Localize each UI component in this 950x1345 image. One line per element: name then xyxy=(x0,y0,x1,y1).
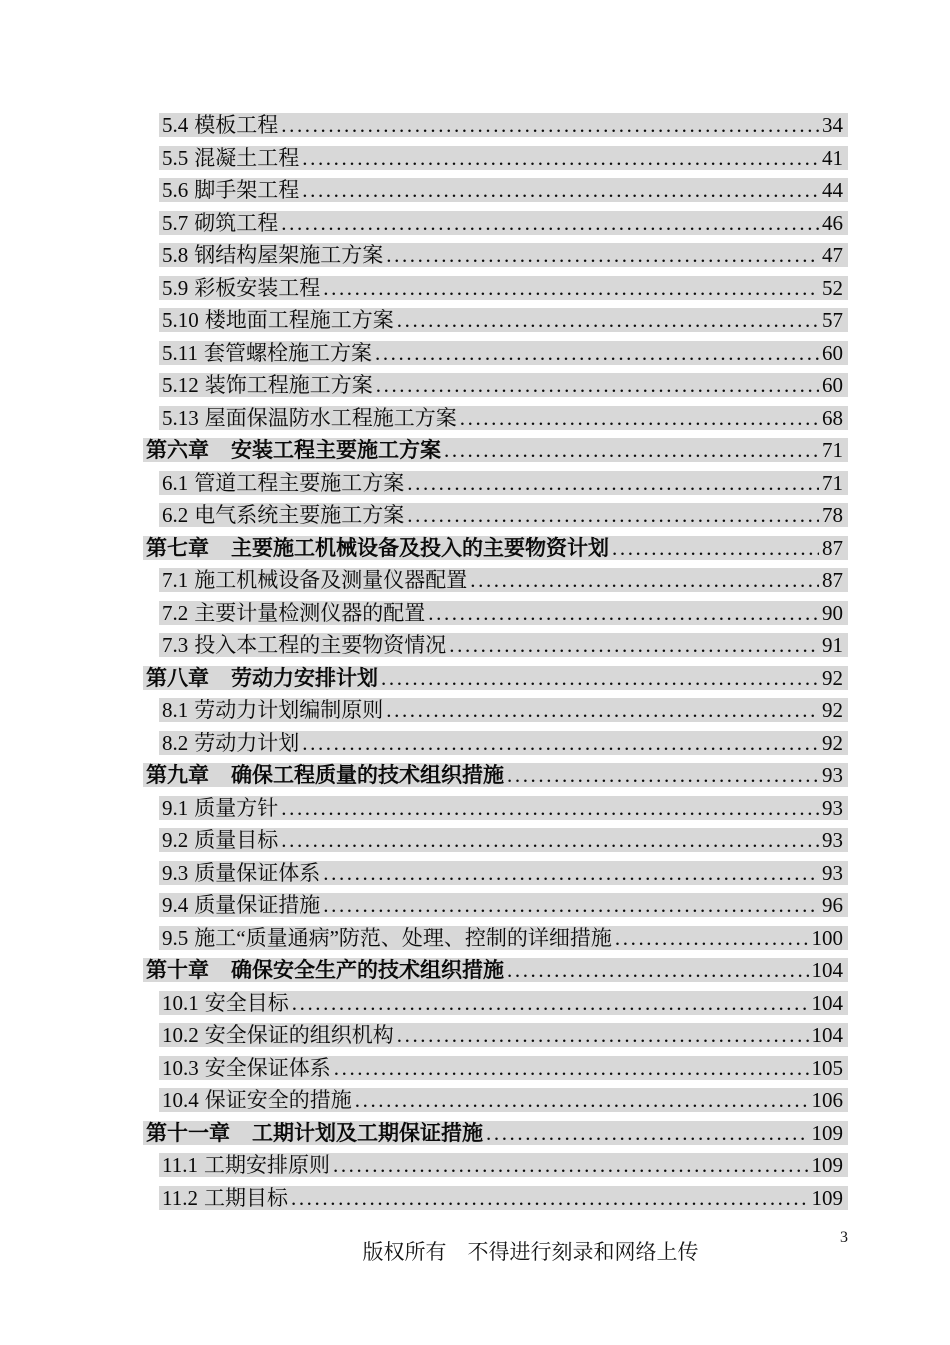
toc-entry-title: 主要计量检测仪器的配置 xyxy=(194,600,426,625)
toc-entry[interactable] xyxy=(143,536,848,560)
toc-entry-number: 10.1 xyxy=(162,990,199,1015)
toc-entry[interactable] xyxy=(143,438,848,462)
toc-entry[interactable] xyxy=(159,341,848,365)
toc-entry-number: 5.12 xyxy=(162,373,199,397)
toc-leader-dots xyxy=(381,666,819,690)
toc-entry[interactable] xyxy=(159,926,848,950)
toc-entry[interactable] xyxy=(159,503,848,527)
toc-entry-page: 46 xyxy=(822,210,843,235)
toc-entry-page: 93 xyxy=(822,828,843,852)
toc-entry-number: 11.1 xyxy=(162,1153,198,1177)
toc-entry-number: 9.3 xyxy=(162,860,189,885)
toc-entry-title: 电气系统主要施工方案 xyxy=(194,503,405,527)
toc-leader-dots xyxy=(386,243,819,267)
toc-entry-page: 41 xyxy=(822,145,843,170)
toc-entry-title: 施工机械设备及测量仪器配置 xyxy=(194,568,468,592)
toc-entry-title: 质量保证体系 xyxy=(194,860,321,885)
toc-leader-dots xyxy=(323,861,819,885)
toc-entry-title: 混凝土工程 xyxy=(194,145,300,170)
toc-entry-title: 脚手架工程 xyxy=(194,178,300,202)
toc-leader-dots xyxy=(470,568,819,592)
toc-leader-dots xyxy=(281,113,819,137)
toc-entry-number: 5.9 xyxy=(162,275,189,300)
toc-entry-page: 92 xyxy=(822,665,843,690)
toc-leader-dots xyxy=(612,536,819,560)
toc-entry-page: 105 xyxy=(811,1055,843,1080)
toc-entry-title: 主要施工机械设备及投入的主要物资计划 xyxy=(231,535,609,560)
toc-entry-page: 44 xyxy=(822,178,843,202)
toc-leader-dots xyxy=(444,438,819,462)
toc-entry-page: 93 xyxy=(822,860,843,885)
toc-entry[interactable] xyxy=(159,601,848,625)
toc-entry-title: 屋面保温防水工程施工方案 xyxy=(204,405,457,430)
toc-leader-dots xyxy=(407,503,819,527)
toc-leader-dots xyxy=(375,341,819,365)
toc-leader-dots xyxy=(323,276,819,300)
toc-entry-title: 质量方针 xyxy=(194,795,279,820)
toc-leader-dots xyxy=(355,1088,809,1112)
toc-leader-dots xyxy=(302,146,819,170)
toc-leader-dots xyxy=(428,601,819,625)
toc-leader-dots xyxy=(281,211,819,235)
toc-entry-title: 质量保证措施 xyxy=(194,893,321,917)
toc-leader-dots xyxy=(449,633,819,657)
toc-entry-title: 管道工程主要施工方案 xyxy=(194,470,405,495)
toc-entry[interactable] xyxy=(159,373,848,397)
toc-entry[interactable] xyxy=(159,406,848,430)
toc-entry-title: 安全保证的组织机构 xyxy=(204,1023,394,1047)
toc-entry-number: 第八章 xyxy=(146,665,209,690)
toc-entry-page: 34 xyxy=(822,113,843,137)
toc-entry-title: 安装工程主要施工方案 xyxy=(231,438,441,462)
toc-entry-number: 第九章 xyxy=(146,763,209,787)
toc-entry[interactable] xyxy=(159,1088,848,1112)
toc-entry-number: 5.5 xyxy=(162,145,189,170)
toc-list xyxy=(143,113,848,1218)
toc-leader-dots xyxy=(281,828,819,852)
toc-entry-title: 安全保证体系 xyxy=(204,1055,331,1080)
toc-entry-title: 钢结构屋架施工方案 xyxy=(194,243,384,267)
toc-entry-title: 劳动力安排计划 xyxy=(231,665,378,690)
toc-entry-number: 10.3 xyxy=(162,1055,199,1080)
toc-entry-page: 78 xyxy=(822,503,843,527)
toc-entry-title: 模板工程 xyxy=(194,113,279,137)
toc-entry-page: 100 xyxy=(811,925,843,950)
toc-entry[interactable] xyxy=(159,276,848,300)
toc-entry[interactable] xyxy=(143,763,848,787)
toc-leader-dots xyxy=(615,926,809,950)
toc-leader-dots xyxy=(397,1023,809,1047)
toc-entry[interactable] xyxy=(159,146,848,170)
toc-entry-page: 68 xyxy=(822,405,843,430)
toc-leader-dots xyxy=(507,763,819,787)
toc-entry-number: 第六章 xyxy=(146,438,209,462)
toc-leader-dots xyxy=(486,1121,809,1145)
toc-entry-title: 施工“质量通病”防范、处理、控制的详细措施 xyxy=(194,925,612,950)
toc-entry-page: 109 xyxy=(811,1185,843,1210)
toc-entry-page: 60 xyxy=(822,373,843,397)
toc-entry-title: 工期安排原则 xyxy=(203,1153,330,1177)
toc-entry-number: 7.1 xyxy=(162,568,189,592)
toc-entry-page: 93 xyxy=(822,795,843,820)
toc-entry[interactable] xyxy=(159,731,848,755)
toc-entry[interactable] xyxy=(159,633,848,657)
toc-entry-page: 106 xyxy=(811,1088,843,1112)
toc-entry-title: 工期计划及工期保证措施 xyxy=(252,1120,483,1145)
toc-entry-title: 安全目标 xyxy=(204,990,289,1015)
toc-leader-dots xyxy=(291,1186,809,1210)
toc-leader-dots xyxy=(333,1153,809,1177)
toc-entry-page: 47 xyxy=(822,243,843,267)
toc-entry-number: 第七章 xyxy=(146,535,209,560)
toc-leader-dots xyxy=(407,471,819,495)
toc-entry[interactable] xyxy=(159,1056,848,1080)
toc-entry-number: 9.5 xyxy=(162,925,189,950)
toc-entry-page: 104 xyxy=(811,958,843,982)
toc-entry-page: 109 xyxy=(811,1120,843,1145)
toc-entry-number: 5.11 xyxy=(162,340,198,365)
toc-entry[interactable] xyxy=(159,471,848,495)
toc-entry-number: 5.4 xyxy=(162,113,189,137)
toc-entry-number: 8.1 xyxy=(162,698,189,722)
toc-entry[interactable] xyxy=(159,991,848,1015)
toc-entry[interactable] xyxy=(143,1121,848,1145)
toc-entry-page: 87 xyxy=(822,568,843,592)
toc-entry[interactable] xyxy=(159,113,848,137)
toc-entry-number: 5.8 xyxy=(162,243,189,267)
toc-entry-page: 60 xyxy=(822,340,843,365)
toc-leader-dots xyxy=(292,991,809,1015)
toc-leader-dots xyxy=(397,308,819,332)
toc-entry-page: 109 xyxy=(811,1153,843,1177)
toc-entry[interactable] xyxy=(143,666,848,690)
toc-entry-page: 52 xyxy=(822,275,843,300)
toc-entry-page: 90 xyxy=(822,600,843,625)
toc-entry-title: 套管螺栓施工方案 xyxy=(203,340,372,365)
toc-leader-dots xyxy=(334,1056,809,1080)
toc-entry[interactable] xyxy=(159,211,848,235)
toc-entry[interactable] xyxy=(159,308,848,332)
toc-entry-number: 10.2 xyxy=(162,1023,199,1047)
toc-entry-number: 9.2 xyxy=(162,828,189,852)
toc-leader-dots xyxy=(302,178,819,202)
toc-entry[interactable] xyxy=(159,1153,848,1177)
toc-entry-title: 投入本工程的主要物资情况 xyxy=(194,633,447,657)
toc-entry-title: 保证安全的措施 xyxy=(204,1088,352,1112)
toc-entry-number: 6.1 xyxy=(162,470,189,495)
toc-entry-page: 57 xyxy=(822,308,843,332)
toc-entry-title: 劳动力计划 xyxy=(194,730,300,755)
toc-entry[interactable] xyxy=(159,243,848,267)
toc-entry-number: 5.10 xyxy=(162,308,199,332)
toc-entry-number: 9.1 xyxy=(162,795,189,820)
toc-entry-page: 93 xyxy=(822,763,843,787)
toc-entry[interactable] xyxy=(159,178,848,202)
toc-entry-page: 71 xyxy=(822,438,843,462)
toc-entry-title: 工期目标 xyxy=(203,1185,288,1210)
toc-leader-dots xyxy=(460,406,819,430)
toc-entry-number: 9.4 xyxy=(162,893,189,917)
toc-entry-number: 第十章 xyxy=(146,958,209,982)
toc-entry-number: 6.2 xyxy=(162,503,189,527)
toc-entry-number: 5.6 xyxy=(162,178,189,202)
toc-entry-title: 砌筑工程 xyxy=(194,210,279,235)
toc-entry-title: 确保工程质量的技术组织措施 xyxy=(231,763,504,787)
toc-entry[interactable] xyxy=(143,958,848,982)
toc-entry-number: 5.7 xyxy=(162,210,189,235)
toc-entry-page: 92 xyxy=(822,698,843,722)
toc-entry[interactable] xyxy=(159,796,848,820)
toc-entry-number: 11.2 xyxy=(162,1185,198,1210)
toc-entry-page: 104 xyxy=(811,1023,843,1047)
toc-leader-dots xyxy=(386,698,819,722)
toc-entry-page: 71 xyxy=(822,470,843,495)
toc-leader-dots xyxy=(507,958,809,982)
toc-entry-number: 5.13 xyxy=(162,405,199,430)
toc-entry-title: 装饰工程施工方案 xyxy=(204,373,373,397)
toc-leader-dots xyxy=(281,796,819,820)
toc-entry-page: 87 xyxy=(822,535,843,560)
toc-entry-page: 96 xyxy=(822,893,843,917)
toc-entry[interactable] xyxy=(159,861,848,885)
toc-entry-number: 10.4 xyxy=(162,1088,199,1112)
toc-leader-dots xyxy=(376,373,819,397)
toc-entry-title: 劳动力计划编制原则 xyxy=(194,698,384,722)
toc-entry-title: 楼地面工程施工方案 xyxy=(204,308,394,332)
toc-entry[interactable] xyxy=(159,698,848,722)
toc-entry-number: 第十一章 xyxy=(146,1120,230,1145)
toc-entry-title: 彩板安装工程 xyxy=(194,275,321,300)
toc-entry-page: 104 xyxy=(811,990,843,1015)
toc-entry-title: 确保安全生产的技术组织措施 xyxy=(231,958,504,982)
footer-page-number: 3 xyxy=(840,1229,848,1246)
toc-entry-page: 91 xyxy=(822,633,843,657)
toc-entry-number: 7.3 xyxy=(162,633,189,657)
toc-entry-title: 质量目标 xyxy=(194,828,279,852)
toc-entry-number: 8.2 xyxy=(162,730,189,755)
toc-entry[interactable] xyxy=(159,1023,848,1047)
toc-leader-dots xyxy=(302,731,819,755)
toc-entry[interactable] xyxy=(159,893,848,917)
toc-entry[interactable] xyxy=(159,1186,848,1210)
toc-entry[interactable] xyxy=(159,568,848,592)
toc-entry[interactable] xyxy=(159,828,848,852)
toc-entry-page: 92 xyxy=(822,730,843,755)
toc-entry-number: 7.2 xyxy=(162,600,189,625)
footer-copyright-text: 版权所有 不得进行刻录和网络上传 xyxy=(362,1240,699,1264)
toc-leader-dots xyxy=(323,893,819,917)
